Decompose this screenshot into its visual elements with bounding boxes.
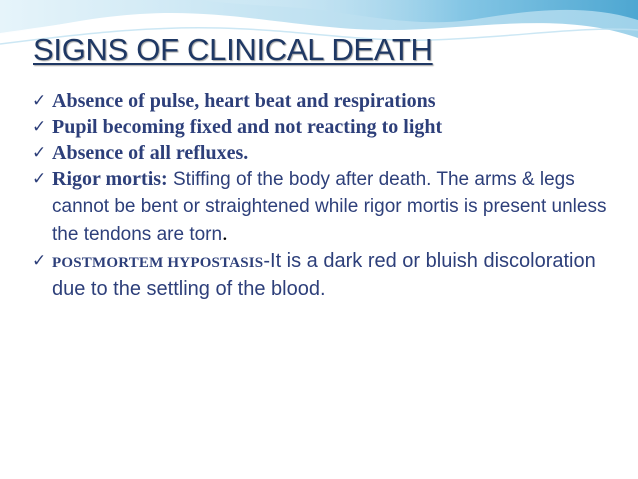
- slide-title: SIGNS OF CLINICAL DEATH: [33, 32, 433, 67]
- bullet-text: It is a dark red or bluish discoloration due to the settling of the blood.: [52, 250, 596, 300]
- checkmark-icon: ✓: [32, 91, 47, 111]
- bullet-item: [32, 140, 607, 166]
- bullet-item: [32, 88, 607, 114]
- bullet-end-mark: .: [222, 220, 228, 245]
- bullet-text: Absence of pulse, heart beat and respirations: [52, 90, 436, 112]
- bullet-dash: -: [263, 250, 271, 272]
- checkmark-icon: ✓: [32, 251, 47, 271]
- bullet-text: Pupil becoming fixed and not reacting to light: [52, 116, 443, 138]
- bullet-text: Stiffing of the body after death. The arms & legs cannot be bent or straightened while rigor mortis is present unless the tendons are torn: [52, 169, 607, 245]
- bullet-item: [32, 248, 607, 303]
- bullet-item: [32, 166, 607, 248]
- bullet-list: [32, 88, 607, 303]
- checkmark-icon: ✓: [32, 143, 47, 163]
- bullet-label: POSTMORTEM HYPOSTASIS: [52, 255, 264, 271]
- checkmark-icon: ✓: [32, 117, 47, 137]
- bullet-label: Rigor mortis:: [52, 168, 168, 190]
- bullet-item: [32, 114, 607, 140]
- bullet-text: Absence of all refluxes.: [52, 142, 249, 164]
- checkmark-icon: ✓: [32, 169, 47, 189]
